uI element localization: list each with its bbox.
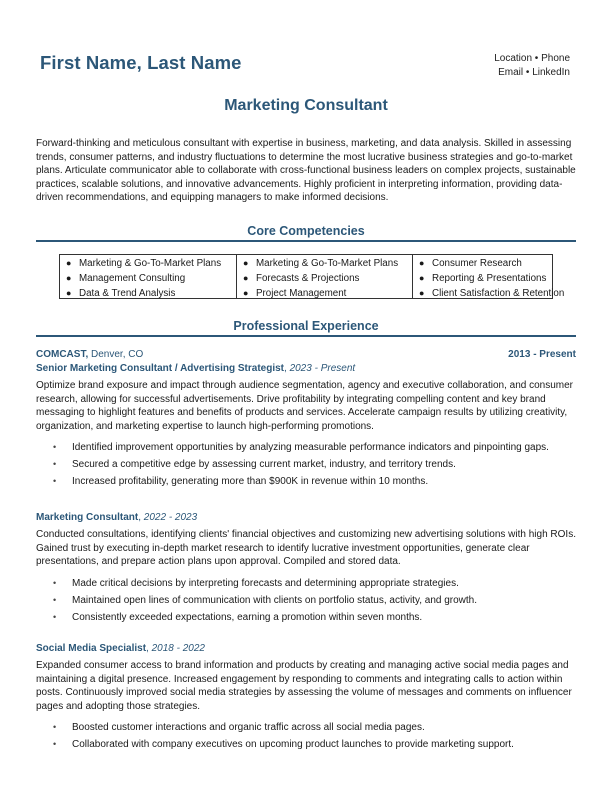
role-line: Senior Marketing Consultant / Advertising Strategist, 2023 - Present — [36, 363, 356, 374]
contact-info — [494, 52, 570, 79]
competency-item: ● Project Management — [243, 288, 347, 299]
bullet-icon: ● — [66, 258, 72, 268]
list-item: • Collaborated with company executives on upcoming product launches to provide marketing support. — [36, 736, 576, 753]
contact-line-email-linkedin: Email • LinkedIn — [498, 66, 570, 78]
bullet-icon: • — [53, 722, 57, 733]
bullet-icon: • — [53, 442, 57, 453]
achievement-list — [36, 439, 576, 490]
company-name: COMCAST, — [36, 349, 89, 360]
bullet-icon: ● — [419, 258, 425, 268]
competency-item: ● Forecasts & Projections — [243, 273, 360, 284]
competency-item: ● Data & Trend Analysis — [66, 288, 176, 299]
competencies-column-3 — [413, 255, 564, 298]
achievement-list — [36, 719, 576, 753]
bullet-icon: ● — [66, 288, 72, 298]
company-location: Denver, CO — [91, 349, 144, 360]
list-item: • Identified improvement opportunities by analyzing measurable performance indicators and pinpointing gaps. — [36, 439, 576, 456]
role-dates: 2022 - 2023 — [143, 512, 198, 523]
role-description: Optimize brand exposure and impact through audience segmentation, agency and executive collaboration, and consumer research, allowing for successful advertisements. Drive profitability by integrating compelling content and key brand messaging to highlight features and benefits of products and services. Accelerate campaign results by utilizing creativity, organization, and marketing expertise to launch high-performing promotions. — [36, 380, 573, 432]
bullet-icon: ● — [66, 273, 72, 283]
competencies-table — [59, 254, 565, 299]
list-item: • Secured a competitive edge by assessing current market, industry, and territory trends. — [36, 456, 576, 473]
bullet-icon: • — [53, 611, 57, 622]
role-description: Expanded consumer access to brand information and products by creating and managing active social media pages and maintaining a digital presence. Increased engagement by responding to comments and integrating calls to action within posts. Continuously improved social media strategies by assessing the volume of messages and comments on influencer pages and adopting those strategies. — [36, 660, 572, 712]
bullet-icon: • — [53, 476, 57, 487]
bullet-icon: ● — [243, 288, 249, 298]
experience-role-2 — [36, 512, 576, 626]
competencies-column-2 — [237, 255, 413, 298]
bullet-icon: ● — [419, 288, 425, 298]
role-line: Social Media Specialist, 2018 - 2022 — [36, 643, 205, 654]
role-dates: 2023 - Present — [289, 363, 356, 374]
bullet-icon: ● — [419, 273, 425, 283]
list-item: • Made critical decisions by interpreting forecasts and determining appropriate strategies. — [36, 575, 576, 592]
resume-header — [40, 52, 570, 82]
list-item: • Consistently exceeded expectations, earning a promotion within seven months. — [36, 609, 576, 626]
bullet-icon: • — [53, 594, 57, 605]
competency-item: ● Marketing & Go-To-Market Plans — [66, 258, 222, 269]
list-item: • Increased profitability, generating more than $900K in revenue within 10 months. — [36, 473, 576, 490]
competency-item: ● Reporting & Presentations — [419, 273, 547, 284]
company-line — [36, 349, 576, 363]
role-title: Social Media Specialist — [36, 643, 147, 654]
bullet-icon: ● — [243, 273, 249, 283]
competency-item: ● Marketing & Go-To-Market Plans — [243, 258, 399, 269]
professional-summary: Forward-thinking and meticulous consultant with expertise in business, marketing, and data analysis. Skilled in assessing trends, consumer patterns, and industry fluctuations to determine the most lucrative business strategies and go-to-market plans. Articulate communicator able to collaborate with cross-functional business leaders on complex projects, sustainable practices, scalable solutions, and innovative advancements. Highly proficient in interpreting information, providing data-driven recommendations, and equipping managers to make informed decisions. — [36, 138, 576, 204]
competency-item: ● Consumer Research — [419, 258, 522, 269]
bullet-icon: ● — [243, 258, 249, 268]
list-item: • Maintained open lines of communication with clients on portfolio status, activity, and growth. — [36, 592, 576, 609]
section-divider — [36, 335, 576, 337]
contact-line-location-phone: Location • Phone — [494, 53, 570, 64]
list-item: • Boosted customer interactions and organic traffic across all social media pages. — [36, 719, 576, 736]
section-divider — [36, 240, 576, 242]
achievement-list — [36, 575, 576, 626]
professional-experience-heading: Professional Experience — [233, 319, 379, 333]
job-title: Marketing Consultant — [224, 97, 388, 114]
competency-item: ● Management Consulting — [66, 273, 186, 284]
role-title: Senior Marketing Consultant / Advertising Strategist — [36, 363, 284, 374]
bullet-icon: • — [53, 459, 57, 470]
experience-role-3 — [36, 643, 576, 753]
role-description: Conducted consultations, identifying clients' financial objectives and customizing new advertising solutions with high ROIs. Gained trust by executing in-depth market research to identify lucrative investment opportunities, generate clear presentations, and prepare action plans upon approval. Compiled and stored data. — [36, 529, 576, 568]
role-dates: 2018 - 2022 — [151, 643, 205, 654]
bullet-icon: • — [53, 739, 57, 750]
experience-role-1 — [36, 349, 576, 490]
competencies-column-1 — [60, 255, 237, 298]
core-competencies-heading: Core Competencies — [247, 224, 365, 238]
company-dates: 2013 - Present — [508, 349, 576, 360]
bullet-icon: • — [53, 577, 57, 588]
competency-item: ● Client Satisfaction & Retention — [419, 288, 565, 299]
role-line: Marketing Consultant, 2022 - 2023 — [36, 512, 198, 523]
role-title: Marketing Consultant — [36, 512, 139, 523]
candidate-name: First Name, Last Name — [40, 52, 242, 73]
